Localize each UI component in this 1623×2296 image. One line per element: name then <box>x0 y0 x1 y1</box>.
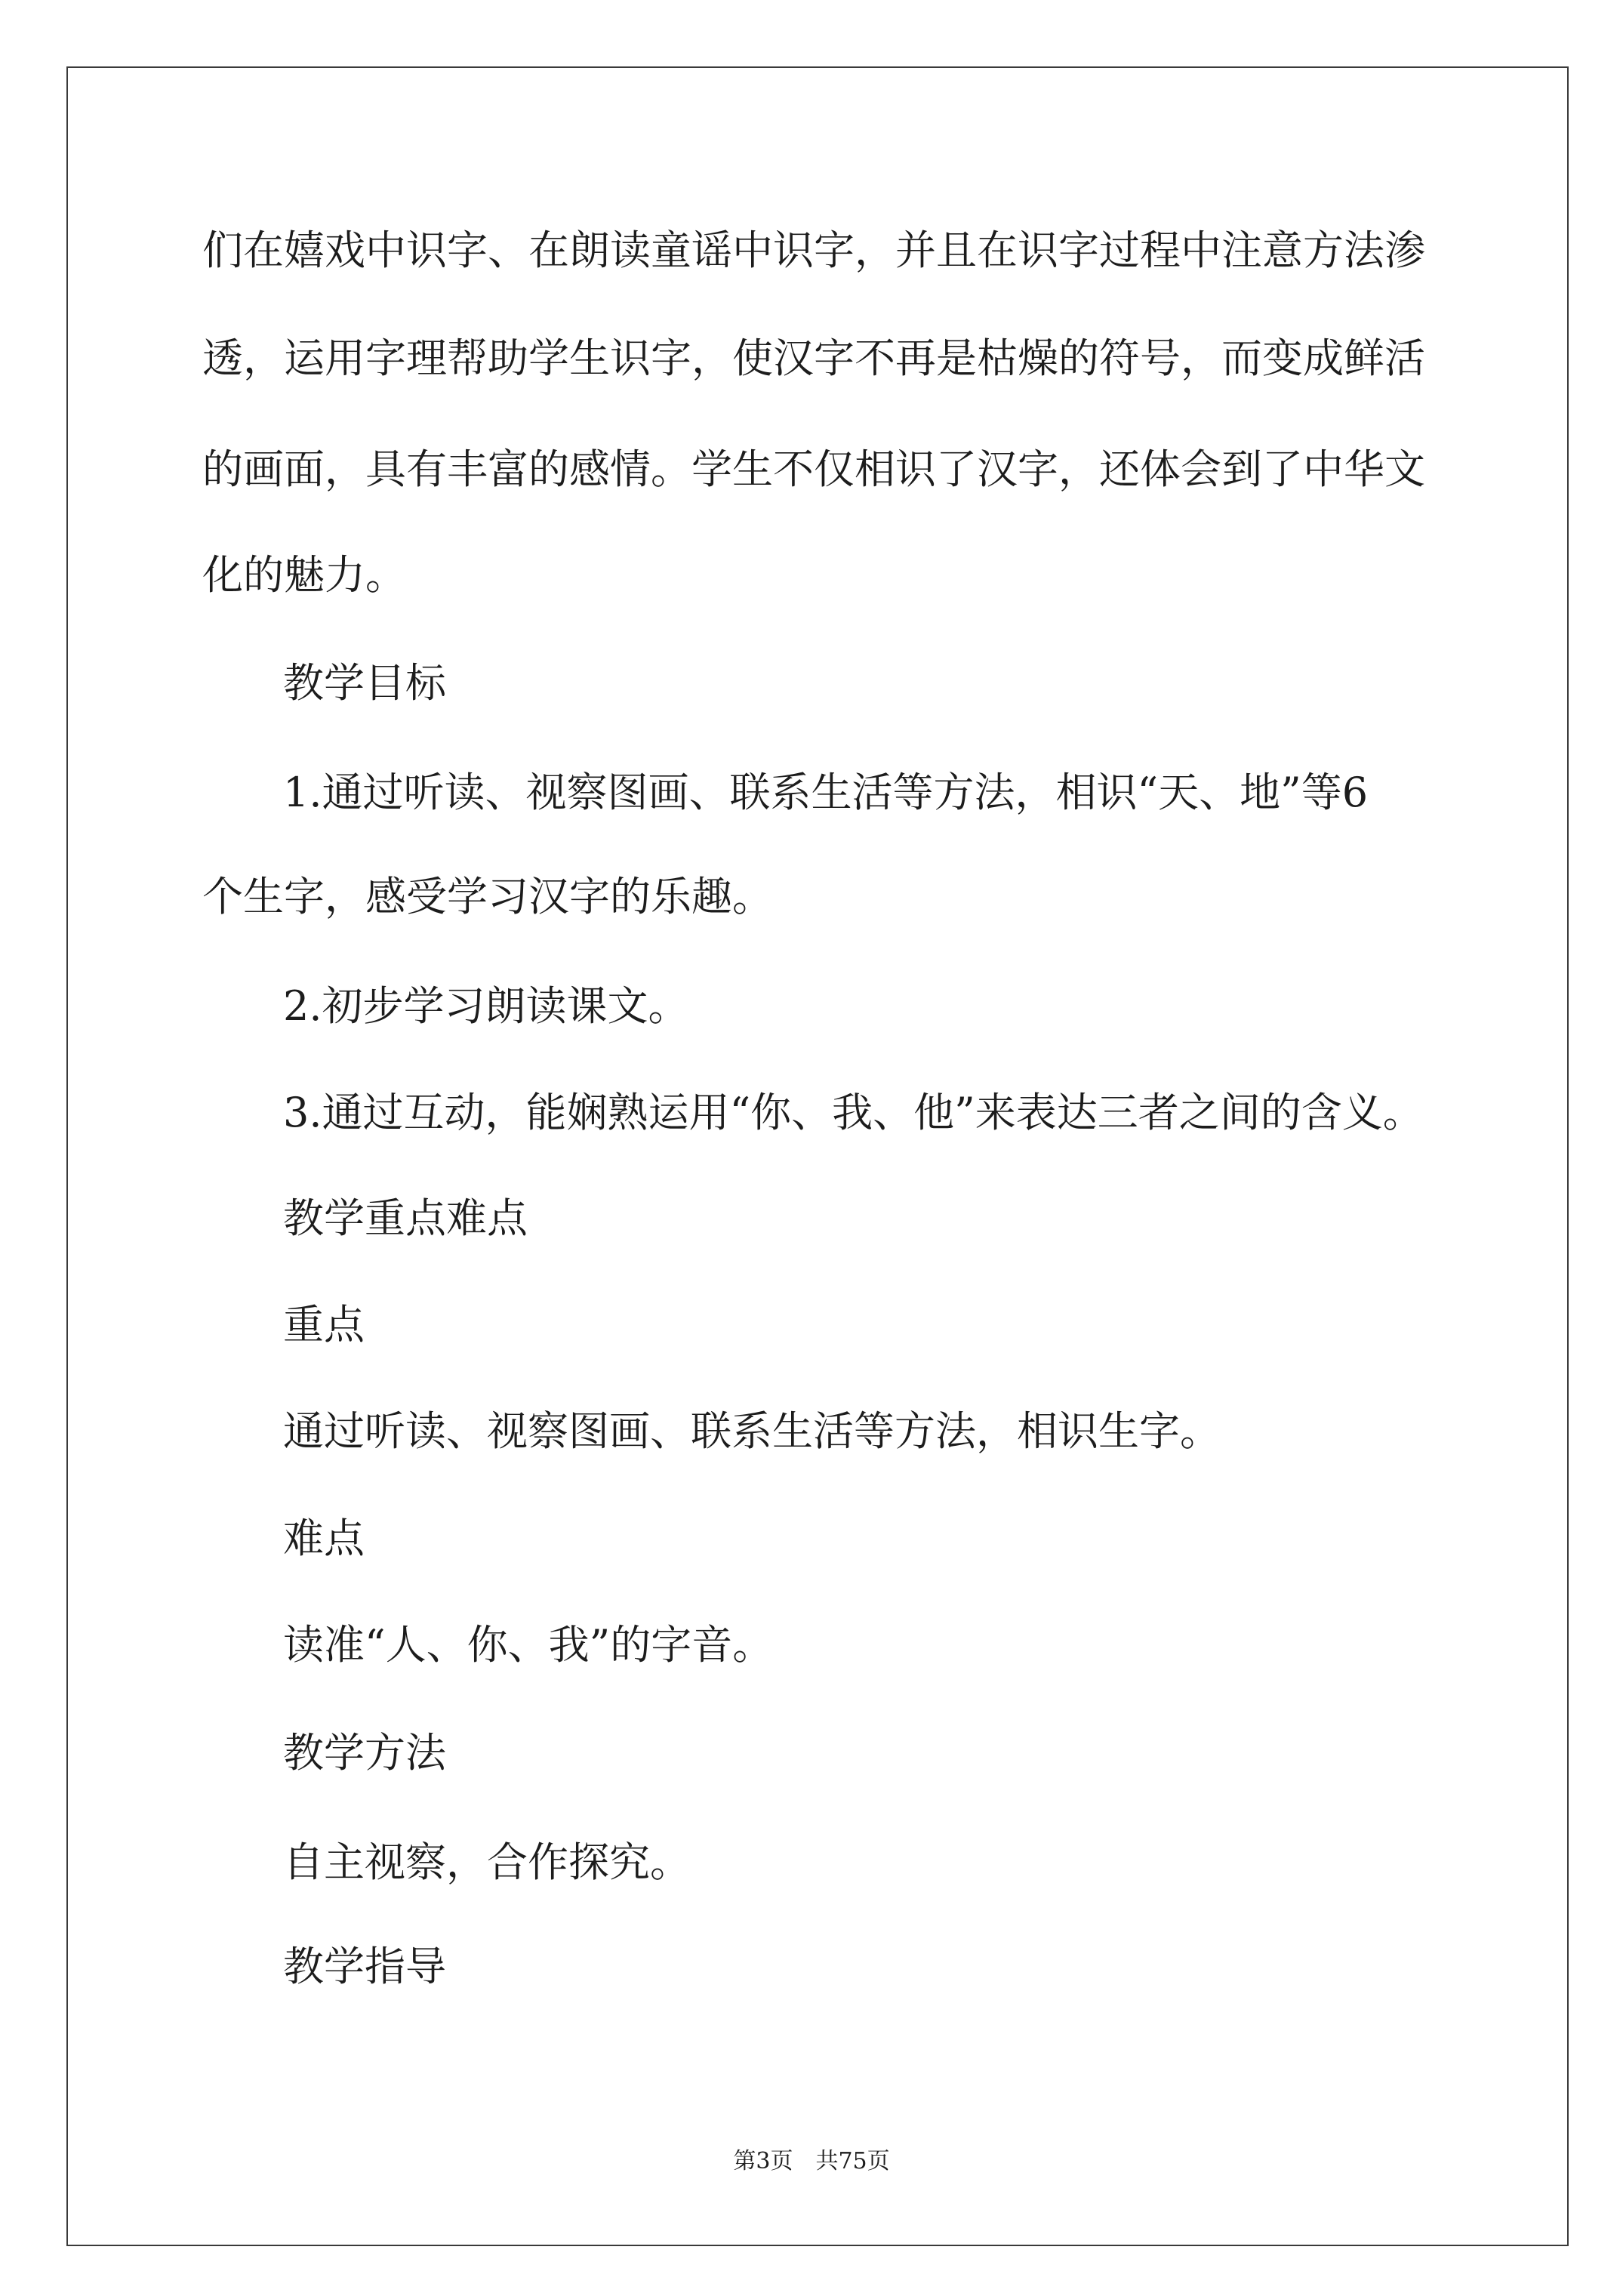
paragraph-line: 们在嬉戏中识字、在朗读童谣中识字，并且在识字过程中注意方法渗 <box>202 227 1425 274</box>
section-heading-teaching-method: 教学方法 <box>283 1729 446 1777</box>
goal-item-3: 3.通过互动，能娴熟运用“你、我、他”来表达三者之间的含义。 <box>283 1089 1424 1136</box>
section-heading-key-difficult-points: 教学重点难点 <box>283 1194 528 1242</box>
subheading-key-point: 重点 <box>283 1301 365 1348</box>
section-heading-teaching-goals: 教学目标 <box>283 659 446 707</box>
difficult-point-text: 读准“人、你、我”的字音。 <box>283 1621 774 1669</box>
goal-item-2: 2.初步学习朗读课文。 <box>283 982 689 1030</box>
page-number-footer: 第3页 共75页 <box>733 2148 890 2174</box>
paragraph-line: 化的魅力。 <box>202 551 406 599</box>
goal-item-1: 1.通过听读、视察图画、联系生活等方法，相识“天、地”等6 <box>283 769 1369 816</box>
paragraph-line: 透，运用字理帮助学生识字，使汉字不再是枯燥的符号，而变成鲜活 <box>202 334 1425 382</box>
teaching-method-text: 自主视察，合作探究。 <box>283 1838 691 1886</box>
section-heading-teaching-guidance: 教学指导 <box>283 1943 446 1990</box>
paragraph-line: 的画面，具有丰富的感情。学生不仅相识了汉字，还体会到了中华文 <box>202 445 1425 493</box>
key-point-text: 通过听读、视察图画、联系生活等方法，相识生字。 <box>283 1407 1221 1455</box>
goal-item-1-continued: 个生字，感受学习汉字的乐趣。 <box>202 873 773 920</box>
page-border <box>66 66 1569 2246</box>
subheading-difficult-point: 难点 <box>283 1515 365 1562</box>
